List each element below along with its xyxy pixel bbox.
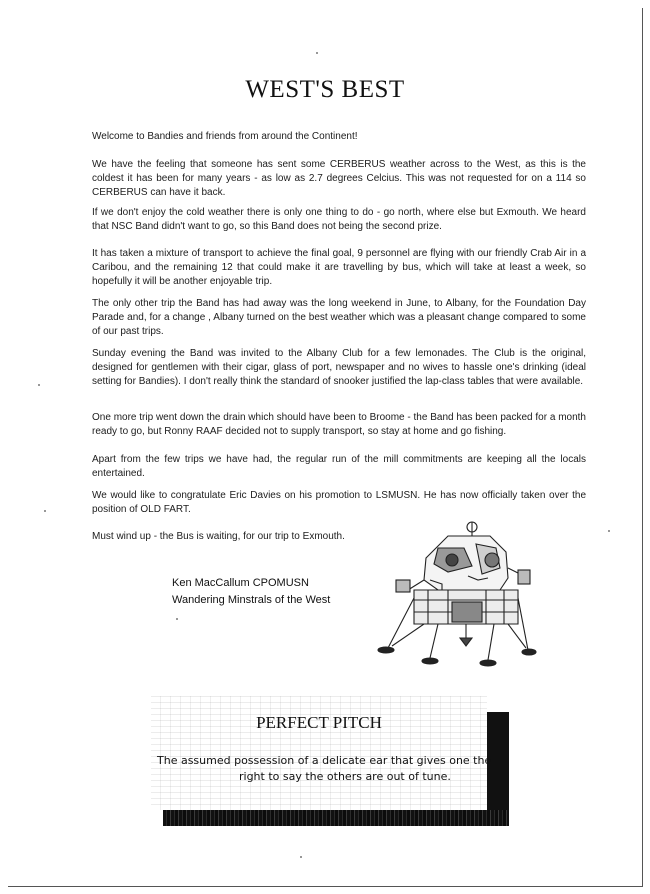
- paragraph-go-north: If we don't enjoy the cold weather there is only one thing to do - go north, where else but Exmouth. We heard that NSC Band didn't want to go, so this Band does not being the second prize.: [92, 207, 586, 232]
- scan-speck: [176, 618, 178, 620]
- lander-leg-front-left: [430, 624, 438, 658]
- paragraph-albany-trip: The only other trip the Band has had away was the long weekend in June, to Albany, for the Foundation Day Parade and, for a change , Albany turned on the best weather which was a pleasant change compared to some of our past trips.: [92, 298, 586, 337]
- scan-speck: [316, 52, 318, 54]
- paragraph-congratulations: We would like to congratulate Eric Davies on his promotion to LSMUSN. He has now officially taken over the position of OLD FART.: [92, 490, 586, 515]
- lander-leg-right: [518, 598, 528, 650]
- scan-speck: [300, 856, 302, 858]
- paragraph-albany-club: Sunday evening the Band was invited to the Albany Club for a few lemonades. The Club is the original, designed for gentlemen with their cigar, glass of port, newspaper and no wives to hassle one's drinking (ideal setting for Bandies). I don't really think the standard of snooker justified the lap-class tables that were available.: [92, 348, 586, 387]
- box-shadow-right: [487, 712, 509, 826]
- lunar-module-illustration: [368, 518, 540, 673]
- scan-speck: [608, 530, 610, 532]
- page: [8, 8, 643, 887]
- paragraph-transport: It has taken a mixture of transport to achieve the final goal, 9 personnel are flying with our friendly Crab Air in a Caribou, and the remaining 12 that could make it are travelling by bus, which will take at least a week, so hopefully it will be another enjoyable trip.: [92, 248, 586, 287]
- signature-group: Wandering Minstrals of the West: [172, 594, 331, 606]
- signature-block: [172, 575, 330, 609]
- signature-name: Ken MacCallum CPOMUSN: [172, 577, 309, 589]
- perfect-pitch-definition-line1: The assumed possession of a delicate ear that gives one the: [157, 754, 492, 767]
- paragraph-commitments: Apart from the few trips we have had, the regular run of the mill commitments are keeping all the locals entertained.: [92, 454, 586, 479]
- perfect-pitch-title: PERFECT PITCH: [256, 713, 382, 732]
- lander-leg-left: [388, 598, 414, 648]
- perfect-pitch-definition-line2: right to say the others are out of tune.: [239, 770, 451, 783]
- paragraph-wind-up: Must wind up - the Bus is waiting, for our trip to Exmouth.: [92, 531, 345, 542]
- paragraph-weather: We have the feeling that someone has sent some CERBERUS weather across to the West, as this is the coldest it has been for many years - as low as 2.7 degrees Celcius. This was not requested for on a 114 so CERBERUS can have it back.: [92, 159, 586, 198]
- lander-leg-front-right: [488, 624, 494, 660]
- page-title: WEST'S BEST: [245, 76, 405, 103]
- box-shadow-bottom: [163, 810, 509, 826]
- paragraph-welcome: Welcome to Bandies and friends from around the Continent!: [92, 131, 358, 142]
- scan-speck: [38, 384, 40, 386]
- paragraph-broome: One more trip went down the drain which should have been to Broome - the Band has been packed for a month ready to go, but Ronny RAAF decided not to supply transport, so stay at home and go fishing.: [92, 412, 586, 437]
- scan-speck: [44, 510, 46, 512]
- perfect-pitch-box: [151, 696, 509, 826]
- lander-footpad: [378, 647, 394, 653]
- box-panel: [151, 696, 492, 810]
